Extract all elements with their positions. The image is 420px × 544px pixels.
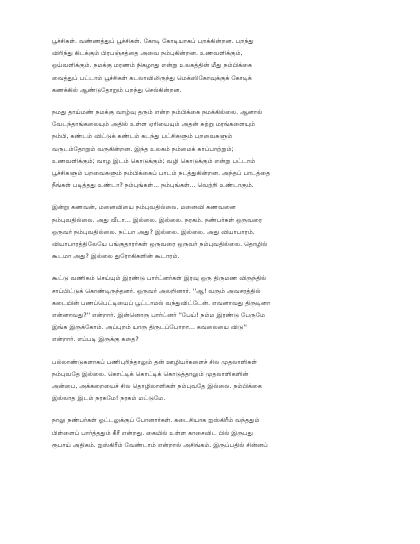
text-line: உணவளிக்கும்; வாழ இடம் கொடுக்கும்; வழி கொடுக்கும் என்று பட்டாம் [52, 157, 256, 165]
text-line: கூட்டு வணிகம் செய்யும் இரண்டு பார்ட்னர்கள் இரவு ஒரு திருமண விருந்தில் [52, 275, 267, 283]
text-line: நம்பி, கண்டம் விட்டுக் கண்டம் கடந்து பட்சிகளும் பறவைகளும் [52, 133, 233, 141]
text-line: வியாபாரத்திலேயே பங்குதாரர்கள் ஒருவரை ஒருவர் நம்புவதில்லை. தொழில் [52, 241, 268, 249]
paragraph-2 [52, 107, 368, 192]
text-line: ஒருவர் நம்புவதில்லை. நட்பா அது? இல்லை. இல்லை. அது வியாபாரம். [52, 228, 255, 236]
text-line: சாப்பிட்டுக் கொண்டிருந்தனர். ஒருவர் அலறினார். ''ஆ! வரும் அவசரத்தில் [52, 287, 261, 295]
text-line: பூச்சிகள். வண்ணத்துப் பூச்சிகள். கோடி கோடியாகப் பறக்கின்றன. பறந்து [52, 38, 254, 45]
text-line: கணக்கில் ஆண்டுதோறும் பறந்து செல்கின்றன. [52, 86, 182, 94]
text-line: ரூபாய் அதிகம். ஐஸ்கிரீம் வேண்டாம் என்றால் அசிங்கம். இருப்பதில் சின்னப் [52, 441, 268, 449]
text-line: நீங்கள் படித்தது உண்டா? நம்புங்கள்... நம்புங்கள்... வெற்றி உண்டாகும். [52, 182, 254, 190]
text-line: ஒய்வளிக்கும். நமக்கு மரணம் நிகழாது என்று உலகத்தின் மீது நம்பிக்கை [52, 62, 252, 70]
body-text [52, 36, 368, 462]
paragraph-5 [52, 357, 368, 406]
text-line: நம்புவதில்லை. அது வீடா... இல்லை. இல்லை. நரகம். நண்பர்கள் ஒருவரை [52, 216, 263, 224]
text-line: இன்று கணவன், மனைவியை நம்புவதில்லை. மனைவி கணவனை [52, 204, 236, 212]
text-line: இங்க இருக்கோம். அப்புறம் யாரு திருடப்போறா... கவலையை விடு'' [52, 324, 247, 332]
text-line: வருடம்தோறும் வருகின்றன. இந்த உலகம் நம்மைக் காப்பாற்றும்; [52, 145, 234, 153]
text-line: பிள்ளைப் பார்த்ததும் கீரீ என்றது. கையில் உள்ள காசைவிட பில் இருபது [52, 429, 254, 437]
text-line: வேடந்தாங்கலையும் அதில் உள்ள ஏரியையும் அதன் சுற்று மரங்களையும் [52, 121, 256, 129]
paragraph-6 [52, 415, 368, 452]
text-line: விரிந்து கிடக்கும் பிரபஞ்சத்தை அவை நம்புகின்றன. உணவளிக்கும், [52, 50, 243, 58]
text-line: நம்புவதே இல்லை. கொட்டிக் கொட்டிக் கொடுத்தாலும் முதலாளிகளின் [52, 370, 249, 378]
text-line: நமது தாய்மண் நமக்கு வாழ்வு தரும் என்ற நம்பிக்கை நமக்கில்லை. ஆனால் [52, 109, 263, 117]
text-line: வைத்துப் பட்டாம் பூச்சிகள் கடலாவிலிருந்து மெக்ஸிகோவுக்குக் கோடிக் [52, 74, 252, 82]
text-line: என்றார். எப்படி இருக்கு கதை? [52, 336, 139, 344]
text-line: கூடமா அது? இல்லை துரோகிகளின் கூடாரம். [52, 253, 180, 261]
text-line: பல்லாண்டுகளாகப் பணிபுரிந்தாலும் தன் ஊழியர்களைச் சில முதலாளிகள் [52, 358, 258, 366]
text-line: இல்லாத இடம் நரகமே! நரகம் மட்டுமே. [52, 395, 166, 403]
text-line: அன்பை, அக்கறையைச் சில தொழிலாளிகள் நம்புவதே இல்லை. நம்பிக்கை [52, 383, 262, 391]
paragraph-1 [52, 36, 368, 97]
text-line: என்னாவது?'' என்றார். இன்னொரு பார்ட்னர் ''பேய்! நம்ம இரண்டு பேருமே [52, 312, 266, 320]
text-line: கடையின் பணப்பெட்டியைப் பூட்டாமல் வந்துவிட்டேன். எவனாவது திருடினா [52, 299, 271, 307]
paragraph-3 [52, 202, 368, 263]
text-line: பூச்சிகளும் பறவைகளும் நம்பிக்கைப் பாடம் நடத்துகின்றன. அந்தப் பாடத்தை [52, 170, 271, 178]
paragraph-4 [52, 273, 368, 346]
text-line: நாலு நண்பர்கள் ஓட்டலுக்குப் போனார்கள். கடைசியாக ஐஸ்கிரீம் வந்ததும் [52, 417, 260, 425]
